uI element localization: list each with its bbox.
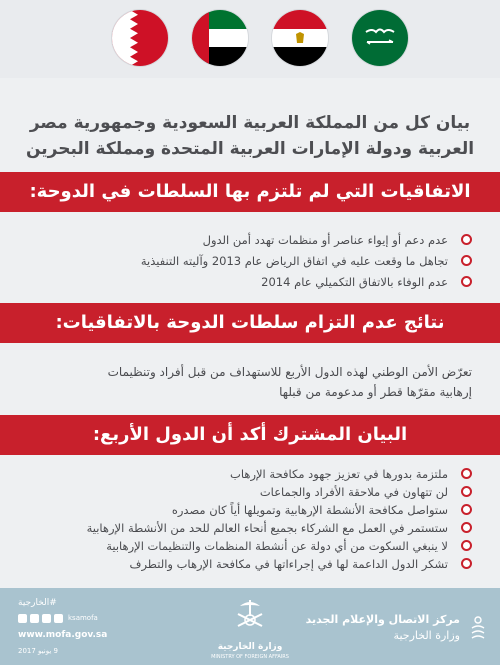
list-item: [27, 483, 472, 501]
section-heading-agreements: الاتفاقيات التي لم تلتزم بها السلطات في الدوحة:: [0, 172, 500, 212]
egypt-flag-icon: [272, 10, 328, 66]
list-item-text: ستواصل مكافحة الأنشطة الإرهابية وتمويلها أياً كان مصدره: [171, 503, 448, 517]
social-icons: [18, 614, 98, 623]
bullet-icon: [461, 558, 472, 569]
list-item-text: لا ينبغي السكوت من أي دولة عن أنشطة المنظمات والتنظيمات الإرهابية: [106, 539, 448, 553]
list-item: [27, 501, 472, 519]
bullet-icon: [461, 522, 472, 533]
list-item-text: تجاهل ما وقعت عليه في اتفاق الرياض عام 2013 وآليته التنفيذية: [140, 254, 448, 268]
instagram-icon[interactable]: [54, 614, 63, 623]
facebook-icon[interactable]: [30, 614, 39, 623]
paragraph-line: إرهابية مقرّها قطر أو مدعومة من قبلها: [279, 385, 472, 399]
list-item: [27, 555, 472, 573]
statement-title-line: العربية ودولة الإمارات العربية المتحدة ومملكة البحرين: [25, 139, 475, 159]
bullet-icon: [461, 540, 472, 551]
statement-title: [20, 110, 480, 162]
seal-sublabel: MINISTRY OF FOREIGN AFFAIRS: [211, 654, 289, 660]
section-heading-joint-statement: البيان المشترك أكد أن الدول الأربع:: [0, 415, 500, 455]
list-item: [27, 273, 472, 291]
bullet-icon: [461, 504, 472, 515]
list-item-text: تشكر الدول الداعمة لها في إجراءاتها في مكافحة الإرهاب والتطرف: [129, 557, 448, 571]
list-item-text: عدم دعم أو إيواء عناصر أو منظمات تهدد أمن الدول: [202, 233, 448, 247]
list-item-text: عدم الوفاء بالاتفاق التكميلي عام 2014: [261, 275, 448, 289]
flags-strip: [0, 0, 500, 78]
list-item: [27, 252, 472, 270]
saudi-flag-icon: [352, 10, 408, 66]
communication-center-logo-icon: [468, 614, 488, 642]
section-heading-consequences: نتائج عدم التزام سلطات الدوحة بالاتفاقيات:: [0, 303, 500, 343]
youtube-icon[interactable]: [42, 614, 51, 623]
website-link[interactable]: www.mofa.gov.sa: [18, 630, 108, 640]
ministry-seal-icon: [226, 596, 274, 644]
bullet-icon: [461, 468, 472, 479]
list-item-text: ستستمر في العمل مع الشركاء بجميع أنحاء العالم للحد من الأنشطة الإرهابية: [86, 521, 448, 535]
twitter-icon[interactable]: [18, 614, 27, 623]
joint-statement-list: [27, 465, 472, 573]
uae-flag-icon: [192, 10, 248, 66]
statement-title-line: بيان كل من المملكة العربية السعودية وجمهورية مصر: [29, 113, 471, 133]
list-item: [27, 519, 472, 537]
paragraph-line: تعرّض الأمن الوطني لهذه الدول الأربع للاستهداف من قبل أفراد وتنظيمات: [107, 365, 472, 379]
hashtag-label: #الخارجية: [18, 598, 57, 608]
list-item: [27, 537, 472, 555]
list-item-text: لن تتهاون في ملاحقة الأفراد والجماعات: [259, 485, 448, 499]
ministry-name: وزارة الخارجية: [393, 629, 460, 642]
center-name: مركز الاتصال والإعلام الجديد: [305, 613, 460, 626]
seal-label: وزارة الخارجية: [217, 642, 283, 652]
date-label: 9 يونيو 2017: [18, 647, 58, 655]
bullet-icon: [461, 486, 472, 497]
social-handle: ksamofa: [68, 614, 98, 622]
agreements-list: [27, 231, 472, 291]
list-item: [27, 465, 472, 483]
bullet-icon: [461, 276, 472, 287]
list-item: [27, 231, 472, 249]
bullet-icon: [461, 234, 472, 245]
footer: [0, 588, 500, 665]
list-item-text: ملتزمة بدورها في تعزيز جهود مكافحة الإرهاب: [230, 467, 448, 481]
bullet-icon: [461, 255, 472, 266]
bahrain-flag-icon: [112, 10, 168, 66]
consequences-paragraph: [52, 362, 472, 402]
